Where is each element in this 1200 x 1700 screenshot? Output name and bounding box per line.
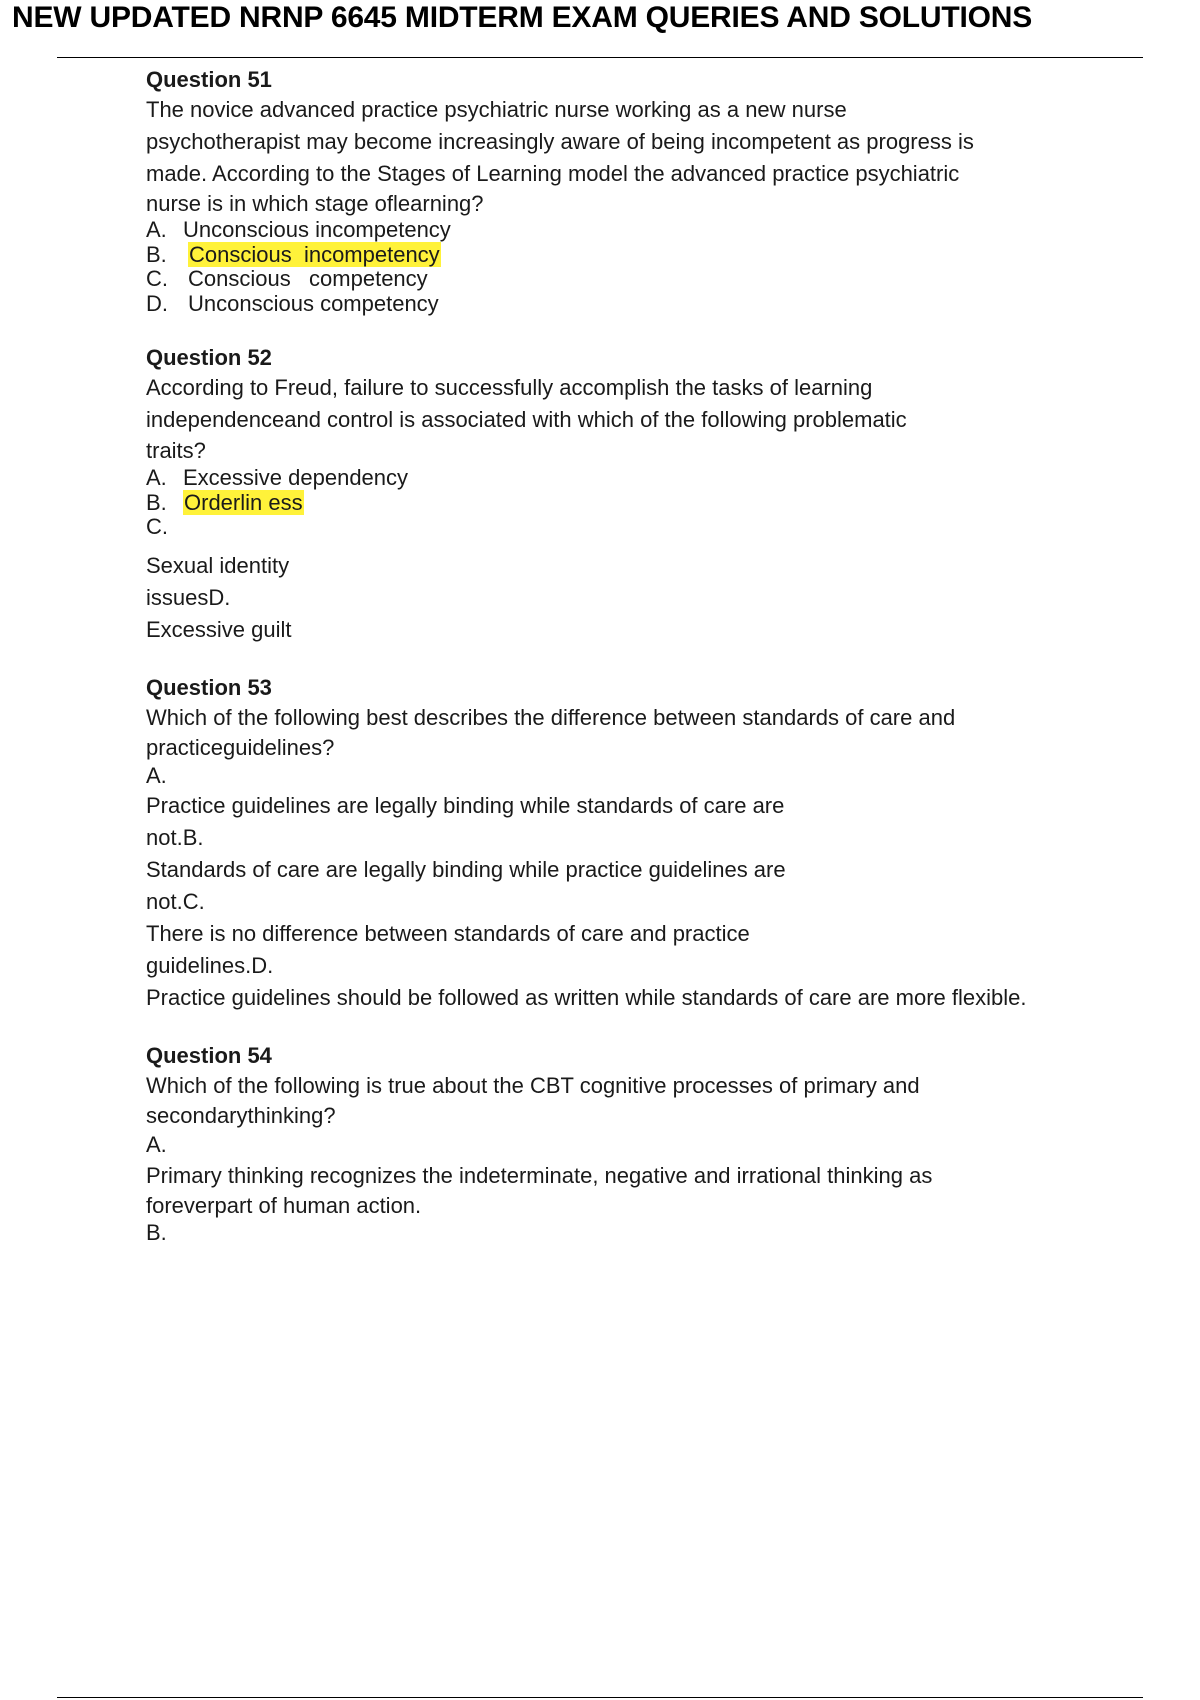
question-54 (146, 1042, 1106, 1246)
spacer (146, 540, 1106, 550)
question-heading: Question 53 (146, 674, 272, 700)
question-heading: Question 54 (146, 1042, 272, 1068)
answer-option-a (146, 218, 1106, 243)
footer-divider (57, 1697, 1143, 1698)
question-text-line: psychotherapist may become increasingly aware of being incompetent as progress is (146, 129, 974, 154)
answer-text-line: Excessive guilt (146, 616, 292, 642)
question-heading: Question 52 (146, 345, 272, 370)
question-text-line: nurse is in which stage oflearning? (146, 191, 484, 216)
option-letter: B. (146, 241, 167, 267)
option-letter: A. (146, 465, 167, 490)
question-text-line: made. According to the Stages of Learning model the advanced practice psychiatric (146, 161, 960, 186)
document-header (12, 0, 1192, 40)
answer-option-c (146, 267, 1106, 292)
answer-text-line: A. (146, 1131, 167, 1157)
question-text-line: practiceguidelines? (146, 734, 335, 760)
highlighted-answer: Conscious incompetency (189, 241, 440, 267)
answer-text-line: Primary thinking recognizes the indeterminate, negative and irrational thinking as (146, 1162, 933, 1188)
question-text-line: secondarythinking? (146, 1102, 336, 1128)
document-body (146, 64, 1106, 1246)
answer-text-line: issuesD. (146, 584, 231, 610)
question-53 (146, 674, 1106, 1014)
answer-text-line: Standards of care are legally binding while practice guidelines are (146, 856, 786, 882)
question-text-line: independenceand control is associated with which of the following problematic (146, 407, 907, 432)
answer-option-b (146, 491, 1106, 516)
answer-text-line: guidelines.D. (146, 952, 274, 978)
answer-text-line: not.C. (146, 888, 205, 914)
answer-text-line: Sexual identity (146, 552, 290, 578)
option-text: Unconscious incompetency (183, 217, 451, 242)
document-title: NEW UPDATED NRNP 6645 MIDTERM EXAM QUERIES AND SOLUTIONS (12, 1, 1033, 34)
option-letter: C. (146, 266, 168, 291)
answer-text-line: Practice guidelines are legally binding while standards of care are (146, 792, 785, 818)
option-text: Unconscious competency (188, 290, 439, 316)
option-text: Excessive dependency (183, 465, 409, 490)
option-text: Conscious competency (188, 266, 428, 291)
question-text-line: The novice advanced practice psychiatric nurse working as a new nurse (146, 97, 847, 122)
option-letter: D. (146, 290, 168, 316)
answer-option-b (146, 243, 1106, 268)
answer-text-line: foreverpart of human action. (146, 1192, 422, 1218)
question-text-line: Which of the following best describes the difference between standards of care and (146, 704, 956, 730)
highlighted-answer: Orderlin ess (184, 489, 303, 515)
option-letter: C. (146, 514, 168, 539)
question-52 (146, 344, 1106, 646)
answer-option-d (146, 292, 1106, 317)
answer-text-line: A. (146, 762, 167, 788)
answer-text-line: not.B. (146, 824, 204, 850)
question-heading: Question 51 (146, 67, 272, 92)
answer-option-c (146, 515, 1106, 540)
answer-text-line: There is no difference between standards of care and practice (146, 920, 750, 946)
answer-text-line: Practice guidelines should be followed as written while standards of care are more flexible. (146, 984, 1027, 1010)
question-text-line: According to Freud, failure to successfully accomplish the tasks of learning (146, 375, 873, 400)
question-51 (146, 66, 1106, 316)
answer-text-line: B. (146, 1219, 167, 1245)
answer-option-a (146, 466, 1106, 491)
question-text-line: traits? (146, 438, 206, 463)
question-text-line: Which of the following is true about the CBT cognitive processes of primary and (146, 1072, 920, 1098)
header-divider (57, 57, 1143, 58)
option-letter: A. (146, 217, 167, 242)
option-letter: B. (146, 489, 167, 515)
